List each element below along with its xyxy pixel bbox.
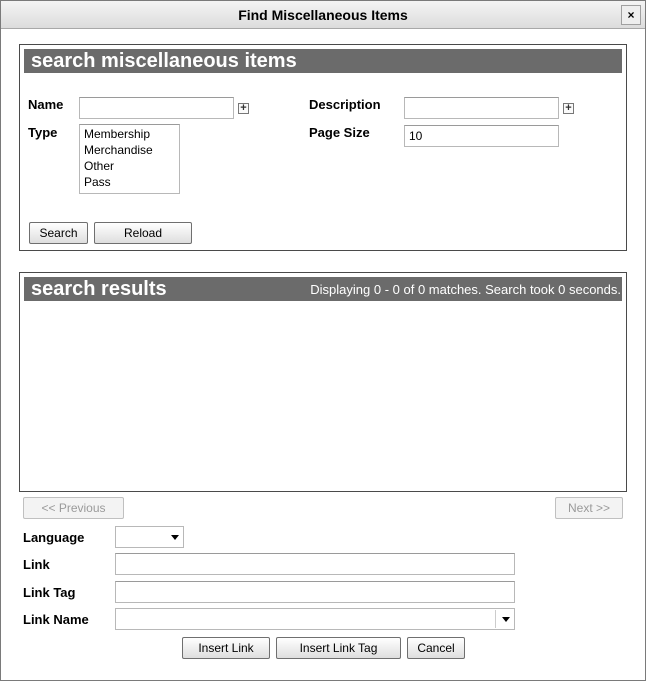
previous-button[interactable]: << Previous <box>23 497 124 519</box>
name-input[interactable] <box>79 97 234 119</box>
type-listbox[interactable] <box>79 124 180 194</box>
insert-link-button[interactable]: Insert Link <box>182 637 270 659</box>
language-select[interactable] <box>115 526 184 548</box>
next-button[interactable]: Next >> <box>555 497 623 519</box>
link-name-combo-divider <box>495 610 496 628</box>
description-expand-icon[interactable]: + <box>563 103 574 114</box>
name-expand-icon[interactable]: + <box>238 103 249 114</box>
search-panel-title: search miscellaneous items <box>31 50 297 72</box>
search-button[interactable]: Search <box>29 222 88 244</box>
language-dropdown-icon <box>171 535 179 540</box>
type-label: Type <box>28 125 58 140</box>
results-panel-title: search results <box>31 278 167 300</box>
link-name-label: Link Name <box>23 612 89 627</box>
title-bar[interactable] <box>1 1 645 29</box>
link-name-combo[interactable] <box>115 608 515 630</box>
description-input[interactable] <box>404 97 559 119</box>
type-option-membership[interactable]: Membership <box>84 127 151 141</box>
dialog-title: Find Miscellaneous Items <box>238 7 408 23</box>
results-panel-header <box>24 277 622 301</box>
type-option-merchandise[interactable]: Merchandise <box>84 143 153 157</box>
search-panel-header <box>24 49 622 73</box>
cancel-button[interactable]: Cancel <box>407 637 465 659</box>
link-tag-label: Link Tag <box>23 585 76 600</box>
search-panel <box>19 44 627 251</box>
description-label: Description <box>309 97 381 112</box>
name-label: Name <box>28 97 64 112</box>
page-size-label: Page Size <box>309 125 370 140</box>
link-input[interactable] <box>115 553 515 575</box>
link-tag-input[interactable] <box>115 581 515 603</box>
insert-link-tag-button[interactable]: Insert Link Tag <box>276 637 401 659</box>
results-panel <box>19 272 627 492</box>
page-size-input[interactable] <box>404 125 559 147</box>
type-option-other[interactable]: Other <box>84 159 115 173</box>
close-button[interactable]: × <box>621 5 641 25</box>
results-status: Displaying 0 - 0 of 0 matches. Search took 0 seconds. <box>310 282 621 297</box>
link-label: Link <box>23 557 50 572</box>
reload-button[interactable]: Reload <box>94 222 192 244</box>
type-option-pass[interactable]: Pass <box>84 175 111 189</box>
language-label: Language <box>23 530 85 545</box>
link-name-dropdown-icon[interactable] <box>502 617 510 622</box>
